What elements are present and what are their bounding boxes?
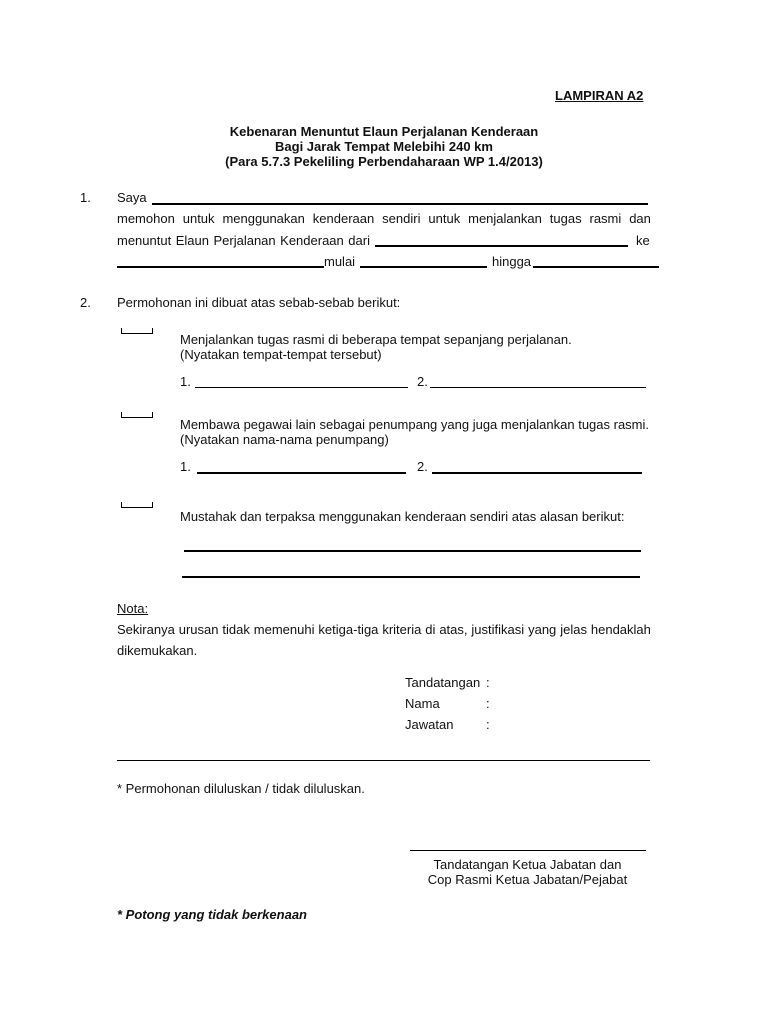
nota-label: Nota: [117,601,149,616]
word: ketiga-tiga [318,622,379,637]
section-1-number: 1. [80,190,91,205]
head-signature-caption-2: Cop Rasmi Ketua Jabatan/Pejabat [427,872,628,887]
head-signature-line[interactable] [410,850,646,851]
nota-line-2: dikemukakan. [117,643,198,658]
jawatan-colon: : [486,717,490,732]
name-fill-line[interactable] [152,203,648,205]
head-signature-caption-1: Tandatangan Ketua Jabatan dan [433,857,622,872]
title-line-3: (Para 5.7.3 Pekeliling Perbendaharaan WP 1.4/2013) [225,154,543,169]
word: kenderaan [312,211,375,226]
lampiran-label: LAMPIRAN A2 [555,88,644,103]
word: tidak [222,622,250,637]
section-1-line-2 [117,211,651,226]
section-2-intro: Permohonan ini dibuat atas sebab-sebab berikut: [117,295,401,310]
option-1-checkbox[interactable] [121,328,153,334]
word: Sekiranya [117,622,175,637]
option-1-item-1-line[interactable] [195,387,408,388]
option-2-item-2-number: 2. [417,459,428,474]
title-line-2: Bagi Jarak Tempat Melebihi 240 km [275,139,493,154]
option-1-item-1-number: 1. [180,374,191,389]
option-3-checkbox[interactable] [121,502,153,508]
option-1-text: Menjalankan tugas rasmi di beberapa tempat sepanjang perjalanan. [180,332,572,347]
word: Elaun [175,233,209,248]
reason-line-1[interactable] [184,550,641,552]
section-2-number: 2. [80,295,91,310]
jawatan-label: Jawatan [405,717,454,732]
hingga-label: hingga [492,254,532,269]
option-3-text: Mustahak dan terpaksa menggunakan kenderaan sendiri atas alasan berikut: [180,509,625,524]
word: atas, [439,622,468,637]
option-1-note: (Nyatakan tempat-tempat tersebut) [180,347,382,362]
option-2-checkbox[interactable] [121,412,153,418]
word: Kenderaan [280,233,344,248]
word: untuk [428,211,461,226]
reason-line-2[interactable] [182,576,640,578]
word: di [425,622,436,637]
word: justifikasi [471,622,525,637]
option-2-item-1-line[interactable] [197,472,406,474]
footer-note: * Potong yang tidak berkenaan [117,907,307,922]
nama-colon: : [486,696,490,711]
word: untuk [182,211,215,226]
destination-fill-line[interactable] [117,266,324,268]
option-2-text: Membawa pegawai lain sebagai penumpang yang juga menjalankan tugas rasmi. [180,417,650,432]
word: urusan [178,622,219,637]
word: memenuhi [253,622,315,637]
nota-line-1 [117,622,651,637]
section-1-line-3 [117,233,370,248]
tandatangan-label: Tandatangan [405,675,481,690]
option-2-item-1-number: 1. [180,459,191,474]
nama-label: Nama [405,696,440,711]
word: yang [528,622,557,637]
word: hendaklah [590,622,651,637]
tandatangan-colon: : [486,675,490,690]
word: dan [629,211,651,226]
from-fill-line[interactable] [375,245,628,247]
word: sendiri [382,211,421,226]
word: kriteria [382,622,422,637]
word: menuntut [117,233,172,248]
word: menjalankan [468,211,542,226]
word: dari [348,233,370,248]
word: jelas [560,622,587,637]
option-2-note: (Nyatakan nama-nama penumpang) [180,432,389,447]
word: Perjalanan [213,233,276,248]
end-date-fill-line[interactable] [533,266,659,268]
option-2-item-2-line[interactable] [432,472,642,474]
section-divider [117,760,650,761]
word: memohon [117,211,175,226]
start-date-fill-line[interactable] [360,266,487,268]
ke-label: ke [636,233,650,248]
word: tugas [549,211,582,226]
word: rasmi [589,211,622,226]
approval-text: * Permohonan diluluskan / tidak diluluskan. [117,781,365,796]
word: menggunakan [222,211,305,226]
title-line-1: Kebenaran Menuntut Elaun Perjalanan Kenderaan [229,124,539,139]
saya-label: Saya [117,190,147,205]
mulai-label: mulai [324,254,356,269]
option-1-item-2-number: 2. [417,374,428,389]
option-1-item-2-line[interactable] [430,387,646,388]
